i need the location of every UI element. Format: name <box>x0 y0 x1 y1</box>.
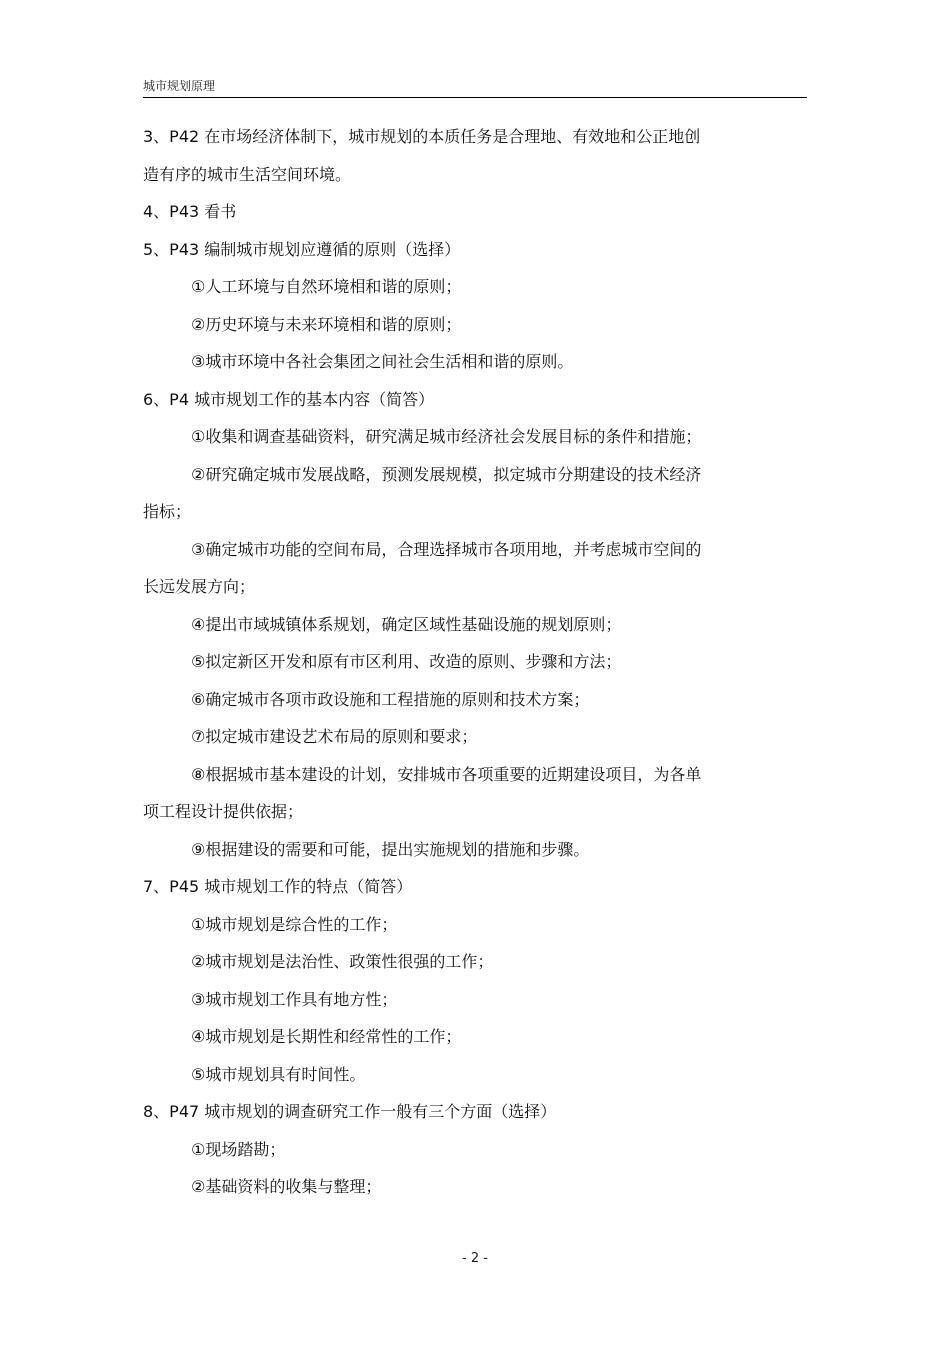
item-7-point-3: ③城市规划工作具有地方性； <box>191 989 398 1009</box>
item-8-point-1: ①现场踏勘； <box>191 1139 286 1159</box>
item-6-point-9: ⑨根据建设的需要和可能，提出实施规划的措施和步骤。 <box>191 839 590 859</box>
item-6-point-8: ⑧根据城市基本建设的计划，安排城市各项重要的近期建设项目，为各单 <box>191 764 702 784</box>
item-6-point-3: ③确定城市功能的空间布局，合理选择城市各项用地，并考虑城市空间的 <box>191 539 702 559</box>
page-number: - 2 - <box>462 1251 488 1266</box>
item-5-point-3: ③城市环境中各社会集团之间社会生活相和谐的原则。 <box>191 352 574 371</box>
item-6-point-2-cont: 指标； <box>143 502 192 521</box>
header-divider <box>143 97 807 98</box>
item-6-point-7: ⑦拟定城市建设艺术布局的原则和要求； <box>191 727 478 746</box>
item-6-point-1: ①收集和调查基础资料，研究满足城市经济社会发展目标的条件和措施； <box>191 427 702 446</box>
item-5-heading: 5、P43 编制城市规划应遵循的原则（选择） <box>143 239 461 259</box>
item-7-point-2: ②城市规划是法治性、政策性很强的工作； <box>191 952 494 971</box>
document-body <box>143 118 783 1206</box>
item-5-point-1: ①人工环境与自然环境相和谐的原则； <box>191 277 462 296</box>
item-6-point-3-cont: 长远发展方向； <box>143 577 256 596</box>
item-7-heading: 7、P45 城市规划工作的特点（简答） <box>143 877 413 896</box>
item-3-line-1: 3、P42 在市场经济体制下，城市规划的本质任务是合理地、有效地和公正地创 <box>143 127 701 146</box>
item-6-point-2: ②研究确定城市发展战略，预测发展规模，拟定城市分期建设的技术经济 <box>191 464 702 484</box>
item-6-point-4: ④提出市域城镇体系规划，确定区域性基础设施的规划原则； <box>191 614 622 634</box>
item-7-point-5: ⑤城市规划具有时间性。 <box>191 1064 366 1084</box>
item-3-line-2: 造有序的城市生活空间环境。 <box>143 164 352 184</box>
item-6-point-6: ⑥确定城市各项市政设施和工程措施的原则和技术方案； <box>191 689 590 709</box>
item-6-point-8-cont: 项工程设计提供依据； <box>143 802 304 821</box>
item-7-point-4: ④城市规划是长期性和经常性的工作； <box>191 1027 462 1046</box>
item-6-heading: 6、P4 城市规划工作的基本内容（简答） <box>143 389 435 409</box>
item-6-point-5: ⑤拟定新区开发和原有市区利用、改造的原则、步骤和方法； <box>191 652 622 671</box>
page-header-title: 城市规划原理 <box>143 79 216 93</box>
item-8-heading: 8、P47 城市规划的调查研究工作一般有三个方面（选择） <box>143 1102 557 1121</box>
item-5-point-2: ②历史环境与未来环境相和谐的原则； <box>191 314 462 334</box>
item-7-point-1: ①城市规划是综合性的工作； <box>191 914 398 934</box>
item-8-point-2: ②基础资料的收集与整理； <box>191 1177 382 1196</box>
item-4: 4、P43 看书 <box>143 202 237 221</box>
